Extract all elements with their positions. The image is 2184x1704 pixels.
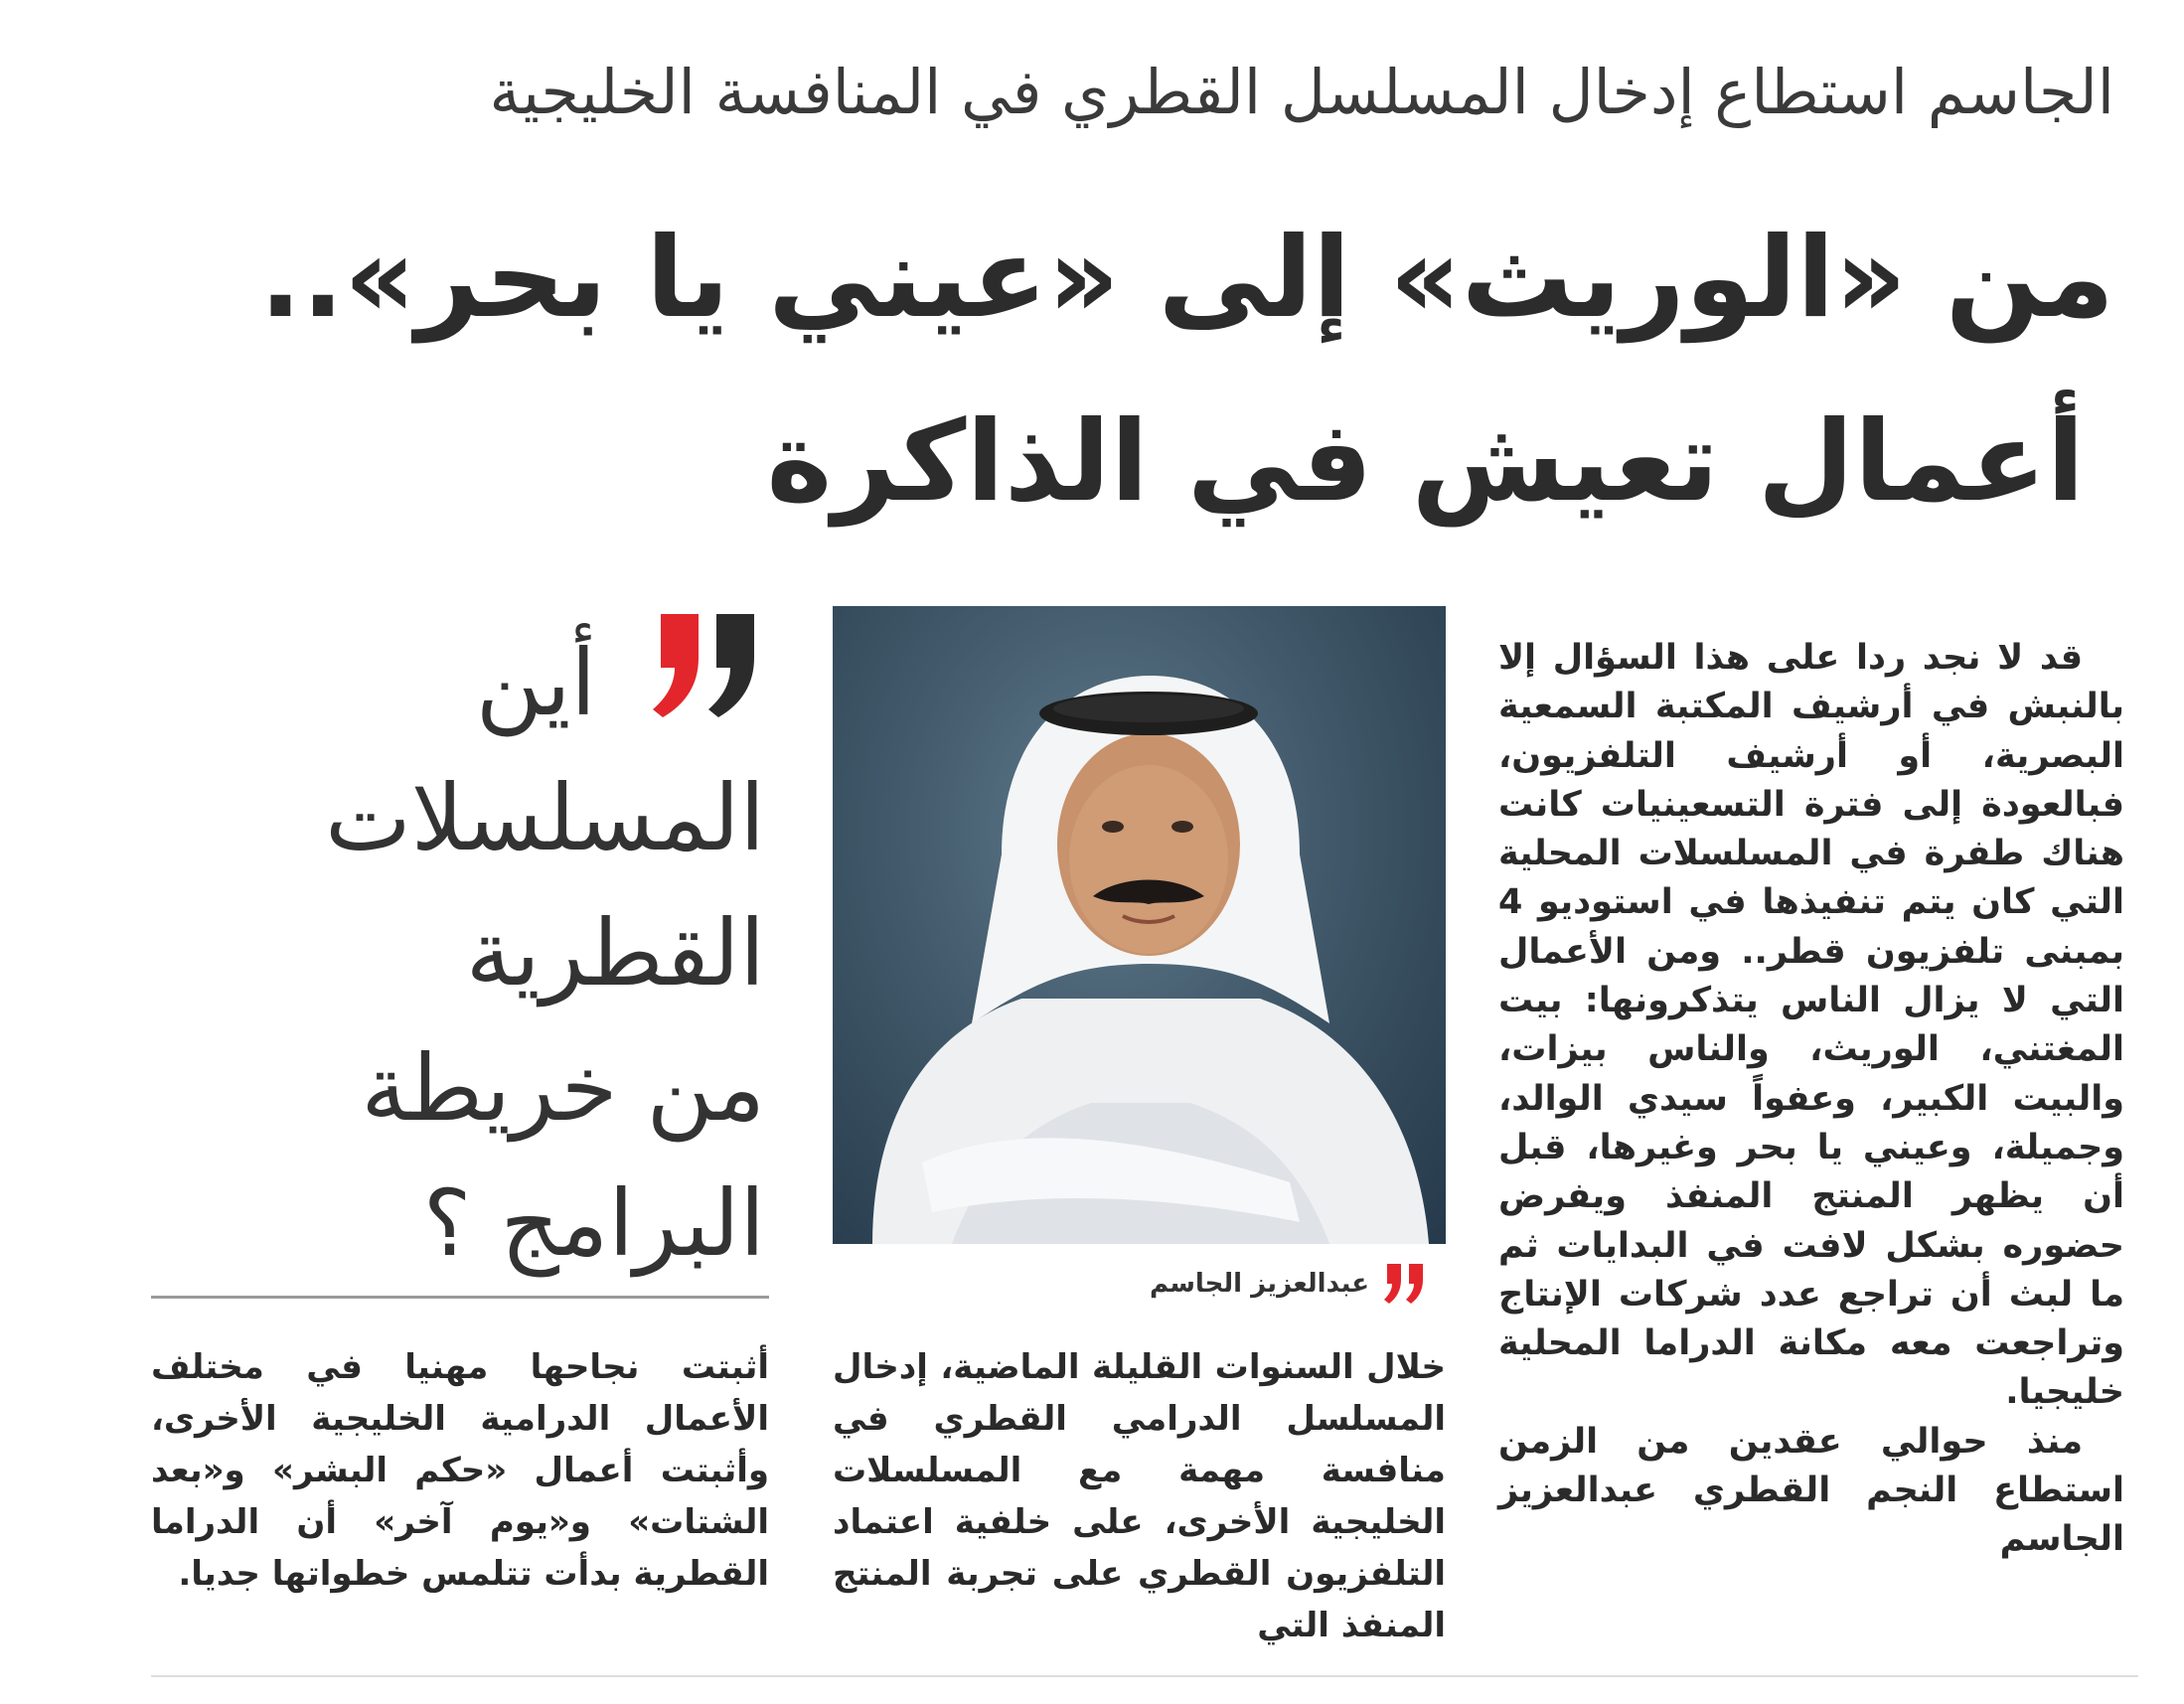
body-paragraph: أثبتت نجاحها مهنيا في مختلف الأعمال الدرامية الخليجية الأخرى، وأثبتت أعمال «حكم البشر» و«بعد الشتات» و«يوم آخر» أن الدراما القطرية بدأت تتلمس خطواتها جديا. (151, 1347, 769, 1594)
article-kicker: الجاسم استطاع إدخال المسلسل القطري في المنافسة الخليجية (489, 56, 2114, 128)
headline-line-2: أعمال تعيش في الذاكرة (766, 397, 2085, 527)
bottom-rule (151, 1675, 2138, 1677)
caption-quote-icon (1381, 1260, 1431, 1308)
pull-quote-line: أين (475, 630, 596, 736)
photo-caption: عبدالعزيز الجاسم (1149, 1269, 1369, 1299)
pull-quote-line: البرامج ؟ (422, 1170, 765, 1277)
article-column-middle (833, 1341, 1446, 1651)
pull-quote (149, 616, 765, 1292)
article-column-right (1498, 634, 2124, 1565)
headline-line-1: من «الوريث» إلى «عيني يا بحر».. (259, 214, 2114, 343)
body-paragraph: خلال السنوات القليلة الماضية، إدخال المسلسل الدرامي القطري في منافسة مهمة مع المسلسلات الخليجية الأخرى، على خلفية اعتماد التلفزيون القطري على تجربة المنتج المنفذ التي (833, 1347, 1446, 1645)
pull-quote-divider (151, 1296, 769, 1299)
pull-quote-line: القطرية (465, 900, 765, 1007)
portrait-photo (833, 606, 1446, 1244)
body-paragraph: منذ حوالي عقدين من الزمن استطاع النجم القطري عبدالعزيز الجاسم (1498, 1421, 2124, 1560)
body-paragraph: قد لا نجد ردا على هذا السؤال إلا بالنبش في أرشيف المكتبة السمعية البصرية، أو أرشيف التلفزيون، فبالعودة إلى فترة التسعينيات كانت هناك طفرة في المسلسلات المحلية التي كان يتم تنفيذها في استوديو 4 بمبنى تلفزيون قطر.. ومن الأعمال التي لا يزال الناس يتذكرونها: بيت المغتني، الوريث، والناس بيزات، والبيت الكبير، وعفواً سيدي الوالد، وجميلة، وعيني يا بحر وغيرها، قبل أن يظهر المنتج المنفذ ويفرض حضوره بشكل لافت في البدايات ثم ما لبث أن تراجع عدد شركات الإنتاج وتراجعت معه مكانة الدراما المحلية خليجيا. (1498, 638, 2124, 1413)
pull-quote-line: المسلسلات (325, 765, 765, 871)
article-column-left (151, 1341, 769, 1600)
portrait-illustration (833, 606, 1446, 1244)
pull-quote-line: من خريطة (361, 1035, 765, 1142)
